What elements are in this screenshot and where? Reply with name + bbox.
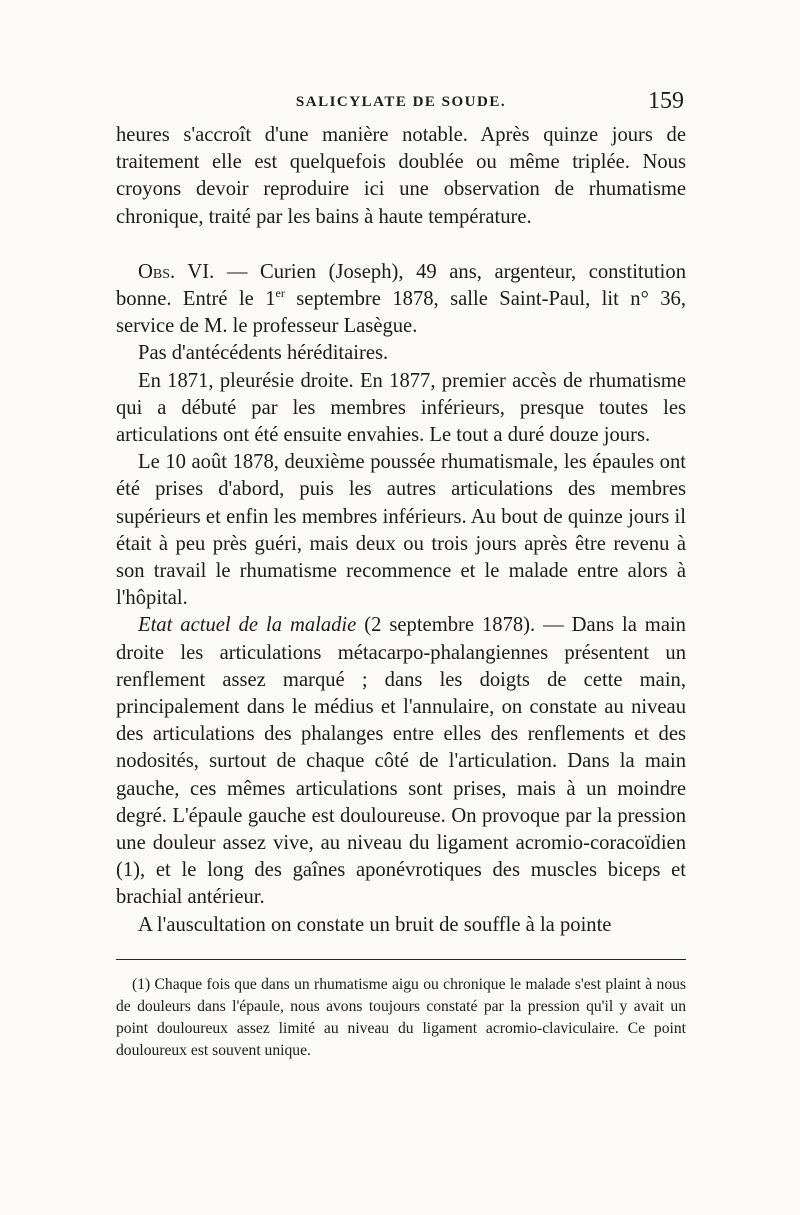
paragraph-auscultation: A l'auscultation on constate un bruit de souffle à la pointe (138, 913, 612, 936)
observation-heading-paragraph (116, 259, 686, 341)
observation-label: Obs. VI. (138, 260, 215, 283)
ordinal-superscript: er (275, 286, 285, 301)
observation-text-b: septembre 1878, salle Saint-Paul, lit n° 36, service de M. le professeur Lasègue. (116, 288, 686, 338)
page-number: 159 (648, 88, 684, 114)
book-page (116, 88, 686, 1062)
footnote (116, 974, 686, 1062)
current-state-label: Etat actuel de la maladie (138, 614, 357, 637)
paragraph-current-state (116, 612, 686, 911)
footnote-divider (116, 959, 686, 960)
footnote-text: (1) Chaque fois que dans un rhumatisme aigu ou chronique le malade s'est plaint à nous de douleurs dans l'épaule, nous avons toujours constaté par la pression qu'il y avait un point douloureux assez limité au niveau du ligament acromio-claviculaire. Ce point douloureux est souvent unique. (116, 975, 686, 1059)
section-gap (116, 231, 686, 259)
current-state-text: (2 septembre 1878). — Dans la main droite les articulations métacarpo-phalangiennes présentent un renflement assez marqué ; dans les doigts de cette main, principalement dans le médius et l'annulaire, on constate au niveau des articulations des phalanges entre elles des renflements et des nodosités, surtout de chaque côté de l'articulation. Dans la main gauche, ces mêmes articulations sont prises, mais à un moindre degré. L'épaule gauche est douloureuse. On provoque par la pression une douleur assez vive, au niveau du ligament acromio-coracoïdien (1), et le long des gaînes aponévrotiques des muscles biceps et brachial antérieur. (116, 614, 686, 909)
running-head-title: SALICYLATE DE SOUDE. (295, 94, 507, 110)
paragraph-history-1871: En 1871, pleurésie droite. En 1877, premier accès de rhumatisme qui a débuté par les membres inférieurs, presque toutes les articulations ont été ensuite envahies. Le tout a duré douze jours. (116, 369, 686, 447)
observation-text-a: — Curien (Joseph), 49 ans, argenteur, constitution bonne. Entré le 1 (116, 260, 686, 311)
paragraph-continuation: heures s'accroît d'une manière notable. Après quinze jours de traitement elle est quelquefois doublée ou même triplée. Nous croyons devoir reproduire ici une observation de rhumatisme chronique, traité par les bains à haute température. (116, 124, 686, 228)
body-text (116, 122, 686, 939)
running-head (116, 88, 686, 122)
paragraph-history-1878: Le 10 août 1878, deuxième poussée rhumatismale, les épaules ont été prises d'abord, puis les autres articulations des membres supérieurs et enfin les membres inférieurs. Au bout de quinze jours il était à peu près guéri, mais deux ou trois jours après être revenu à son travail le rhumatisme recommence et le malade entre alors à l'hôpital. (116, 451, 686, 610)
paragraph-antecedents: Pas d'antécédents héréditaires. (138, 342, 389, 365)
